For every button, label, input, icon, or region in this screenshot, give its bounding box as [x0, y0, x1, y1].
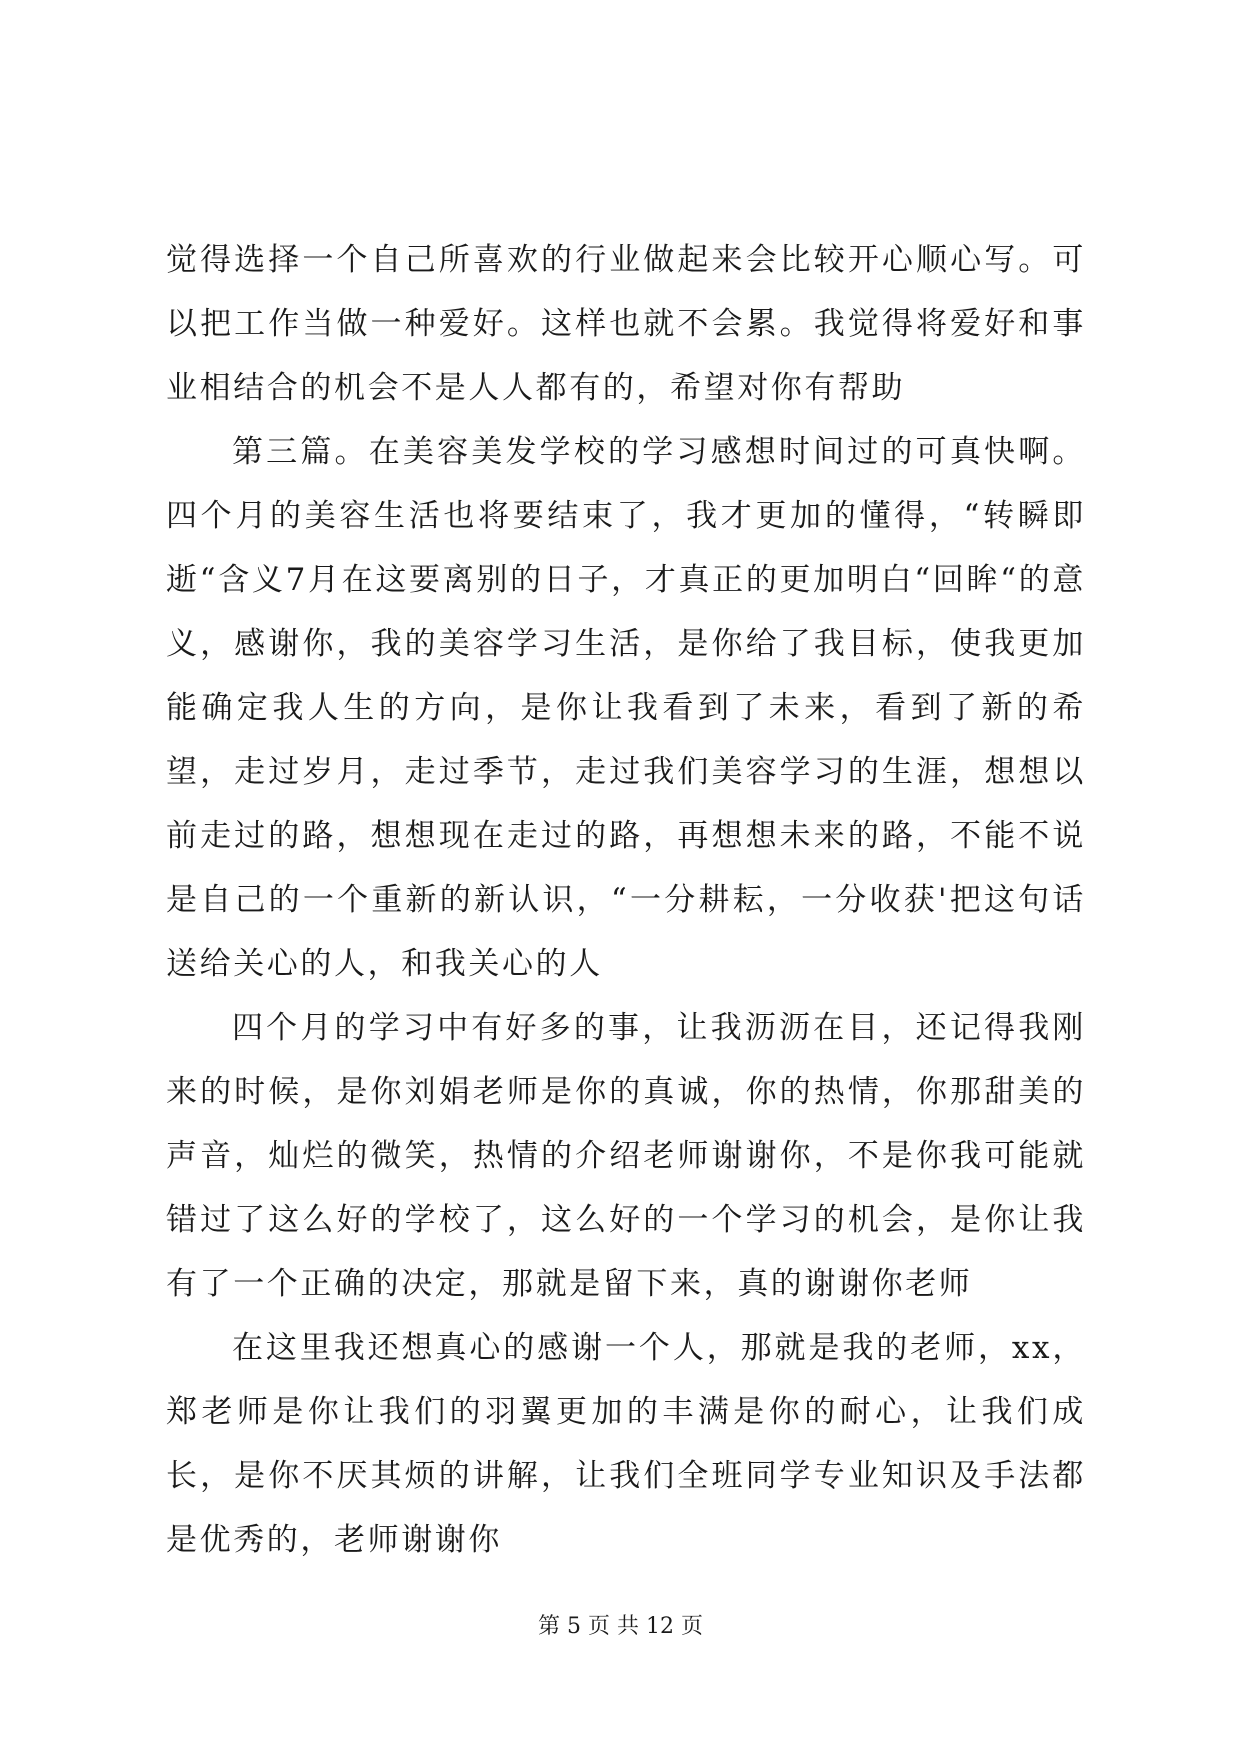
paragraph-2: 第三篇。在美容美发学校的学习感想时间过的可真快啊。四个月的美容生活也将要结束了，我才更加的懂得，“转瞬即逝“含义7月在这要离别的日子，才真正的更加明白“回眸“的意义，感谢你，我的美容学习生活，是你给了我目标，使我更加能确定我人生的方向，是你让我看到了未来，看到了新的希望，走过岁月，走过季节，走过我们美容学习的生涯，想想以前走过的路，想想现在走过的路，再想想未来的路，不能不说是自己的一个重新的新认识，“一分耕耘，一分收获'把这句话送给关心的人，和我关心的人 [166, 434, 1086, 982]
paragraph-1: 觉得选择一个自己所喜欢的行业做起来会比较开心顺心写。可以把工作当做一种爱好。这样也就不会累。我觉得将爱好和事业相结合的机会不是人人都有的，希望对你有帮助 [166, 242, 1086, 406]
paragraph-4: 在这里我还想真心的感谢一个人，那就是我的老师，xx，郑老师是你让我们的羽翼更加的丰满是你的耐心，让我们成长，是你不厌其烦的讲解，让我们全班同学专业知识及手法都是优秀的，老师谢谢你 [166, 1330, 1086, 1558]
paragraph-3: 四个月的学习中有好多的事，让我沥沥在目，还记得我刚来的时候，是你刘娟老师是你的真诚，你的热情，你那甜美的声音，灿烂的微笑，热情的介绍老师谢谢你，不是你我可能就错过了这么好的学校了，这么好的一个学习的机会，是你让我有了一个正确的决定，那就是留下来，真的谢谢你老师 [166, 1010, 1086, 1302]
page-number-footer: 第 5 页 共 12 页 [538, 1614, 703, 1639]
document-body [166, 228, 1086, 1572]
